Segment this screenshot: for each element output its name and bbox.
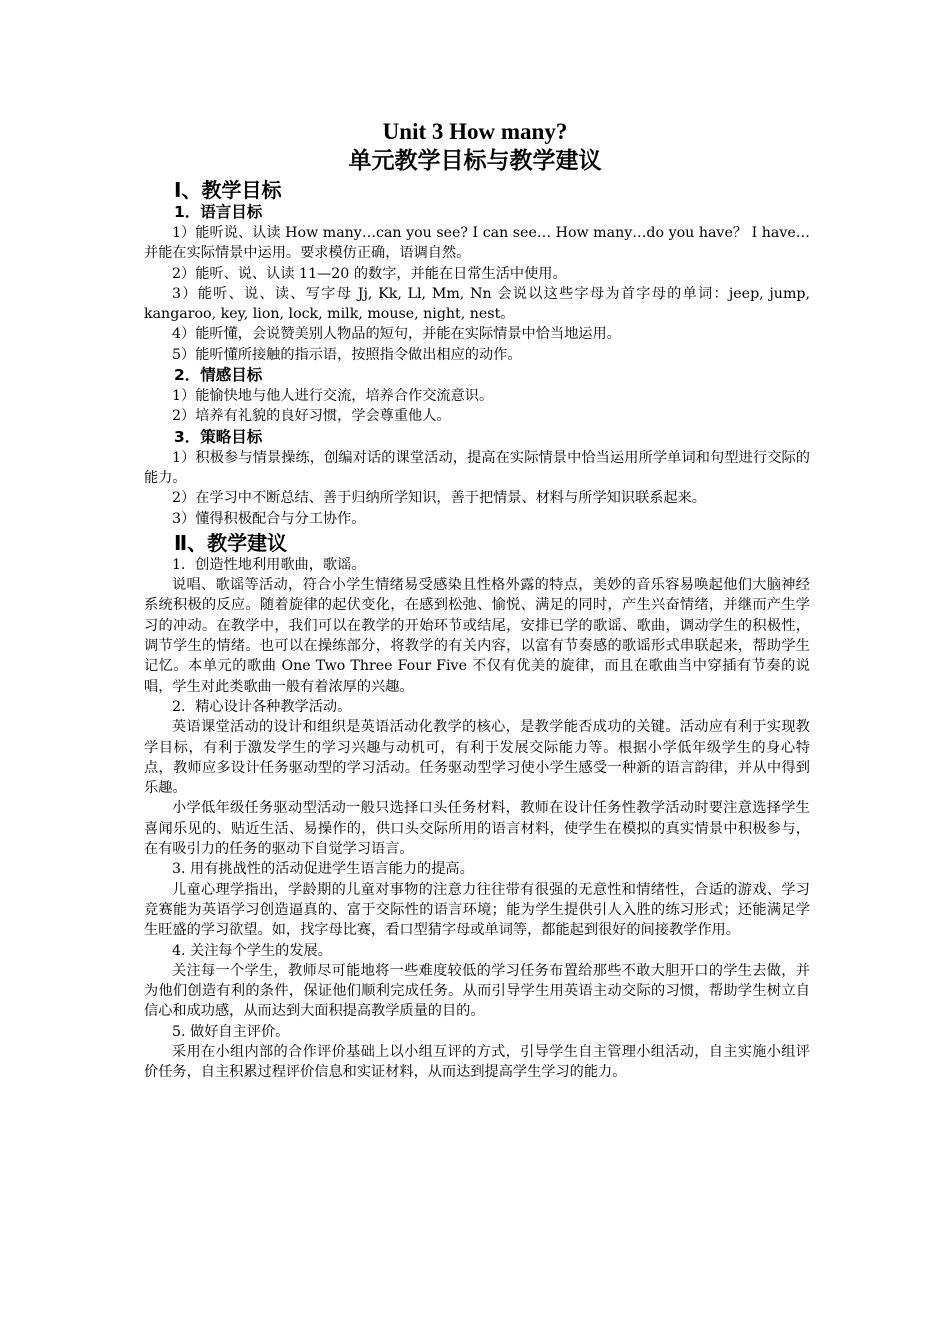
language-objective-2: 2）能听、说、认读 11—20 的数字，并能在日常生活中使用。 bbox=[172, 265, 567, 282]
suggestion-3-title: 3. 用有挑战性的活动促进学生语言能力的提高。 bbox=[172, 861, 474, 878]
suggestion-4-body: 关注每一个学生，教师尽可能地将一些难度较低的学习任务布置给那些不敢大胆开口的学生去做，并为他们创造有利的条件，保证他们顺利完成任务。从而引导学生用英语主动交际的习惯，帮助学生树立自信心和成功感，从而达到大面积提高教学质量的目的。 bbox=[144, 962, 810, 1020]
subheading-affective-objectives: 2．情感目标 bbox=[174, 366, 263, 385]
suggestion-2-body-1: 英语课堂活动的设计和组织是英语活动化教学的核心，是教学能否成功的关键。活动应有利于实现教学目标，有利于激发学生的学习兴趣与动机可，有利于发展交际能力等。根据小学低年级学生的身心特点，教师应多设计任务驱动型的学习活动。任务驱动型学习使小学生感受一种新的语言韵律，并从中得到乐趣。 bbox=[144, 719, 810, 797]
language-objective-1: 1）能听说、认读 How many…can you see? I can see… How many…do you have？ I have…并能在实际情景中运用。要求模仿正确，语调自然。 bbox=[144, 225, 810, 262]
subheading-strategy-objectives: 3．策略目标 bbox=[174, 427, 263, 446]
document-subtitle: 单元教学目标与教学建议 bbox=[348, 148, 602, 174]
strategy-objective-1: 1）积极参与情景操练，创编对话的课堂活动，提高在实际情景中恰当运用所学单词和句型进行交际的能力。 bbox=[144, 449, 810, 486]
language-objective-3: 3）能听、说、读、写字母 Jj, Kk, Ll, Mm, Nn 会说以这些字母为首字母的单词：jeep, jump, kangaroo, key, lion, lock, milk, mouse, night, nest。 bbox=[144, 285, 810, 323]
suggestion-1-title: 1．创造性地利用歌曲，歌谣。 bbox=[172, 556, 366, 573]
section-heading-objectives: Ⅰ、教学目标 bbox=[174, 178, 282, 202]
affective-objective-2: 2）培养有礼貌的良好习惯，学会尊重他人。 bbox=[172, 408, 451, 425]
strategy-objective-2: 2）在学习中不断总结、善于归纳所学知识，善于把情景、材料与所学知识联系起来。 bbox=[172, 490, 706, 507]
suggestion-3-body: 儿童心理学指出，学龄期的儿童对事物的注意力往往带有很强的无意性和情绪性，合适的游戏、学习竞赛能为英语学习创造逼真的、富于交际性的语言环境；能为学生提供引人入胜的练习形式；还能满足学生旺盛的学习欲望。如，找字母比赛，看口型猜字母或单词等，都能起到很好的间接教学作用。 bbox=[144, 881, 810, 939]
suggestion-2-title: 2．精心设计各种教学活动。 bbox=[172, 698, 352, 715]
affective-objective-1: 1）能愉快地与他人进行交流，培养合作交流意识。 bbox=[172, 388, 494, 405]
suggestion-5-title: 5. 做好自主评价。 bbox=[172, 1023, 290, 1040]
suggestion-1-body: 说唱、歌谣等活动，符合小学生情绪易受感染且性格外露的特点，美妙的音乐容易唤起他们大脑神经系统积极的反应。随着旋律的起伏变化，在感到松弛、愉悦、满足的同时，产生兴奋情绪，并继而产生学习的冲动。在教学中，我们可以在教学的开始环节或结尾，安排已学的歌谣、歌曲，调动学生的积极性，调节学生的情绪。也可以在操练部分，将教学的有关内容，以富有节奏感的歌谣形式串联起来，帮助学生记忆。本单元的歌曲 One Two Three Four Five 不仅有优美的旋律，而且在歌曲当中穿插有节奏的说唱，学生对此类歌曲一般有着浓厚的兴趣。 bbox=[144, 577, 810, 695]
suggestion-4-title: 4. 关注每个学生的发展。 bbox=[172, 942, 332, 959]
unit-title: Unit 3 How many? bbox=[382, 119, 568, 144]
document-body bbox=[144, 176, 810, 1083]
language-objective-4: 4）能听懂，会说赞美别人物品的短句，并能在实际情景中恰当地运用。 bbox=[172, 326, 621, 343]
strategy-objective-3: 3）懂得积极配合与分工协作。 bbox=[172, 510, 366, 527]
suggestion-5-body: 采用在小组内部的合作评价基础上以小组互评的方式，引导学生自主管理小组活动，自主实施小组评价任务，自主积累过程评价信息和实证材料，从而达到提高学生学习的能力。 bbox=[144, 1043, 810, 1081]
section-heading-suggestions: Ⅱ、教学建议 bbox=[174, 530, 288, 555]
subheading-language-objectives: 1．语言目标 bbox=[174, 203, 263, 221]
suggestion-2-body-2: 小学低年级任务驱动型活动一般只选择口头任务材料，教师在设计任务性教学活动时要注意选择学生喜闻乐见的、贴近生活、易操作的，供口头交际所用的语言材料，使学生在模拟的真实情景中积极参与，在有吸引力的任务的驱动下自觉学习语言。 bbox=[144, 800, 810, 858]
language-objective-5: 5）能听懂所接触的指示语，按照指令做出相应的动作。 bbox=[172, 346, 522, 363]
